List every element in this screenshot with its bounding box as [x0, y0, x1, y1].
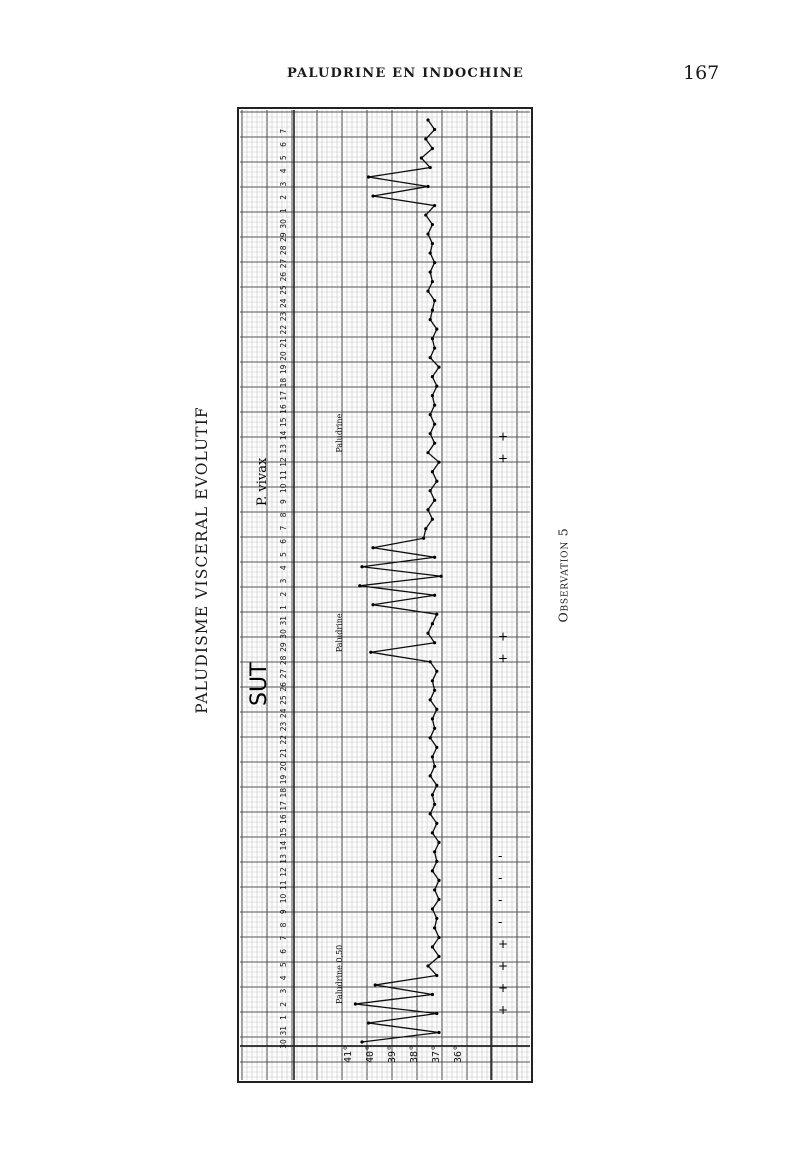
temperature-point	[433, 261, 436, 264]
date-tick-label: 27	[279, 668, 288, 679]
temperature-point	[420, 156, 423, 159]
date-tick-label: 16	[279, 814, 288, 824]
smear-result-mark: -	[498, 870, 503, 885]
temperature-tick-label: 37°	[431, 1044, 442, 1063]
date-tick-label: 2	[279, 1001, 288, 1007]
temperature-tick-label: 38°	[409, 1044, 420, 1063]
temperature-point	[435, 708, 438, 711]
date-tick-label: 1	[279, 208, 288, 213]
temperature-point	[437, 879, 440, 882]
date-tick-label: 14	[279, 430, 288, 441]
page-header	[0, 62, 800, 86]
date-tick-label: 6	[279, 538, 288, 544]
temperature-point	[429, 660, 432, 663]
date-tick-label: 5	[279, 552, 288, 557]
temperature-point	[433, 803, 436, 806]
temperature-point	[360, 565, 363, 568]
date-tick-label: 10	[279, 483, 288, 494]
temperature-point	[437, 366, 440, 369]
date-tick-label: 24	[279, 708, 288, 719]
temperature-point	[433, 404, 436, 407]
temperature-point	[435, 1012, 438, 1015]
date-tick-label: 22	[279, 734, 288, 745]
temperature-point	[433, 299, 436, 302]
date-tick-label: 1	[279, 1015, 288, 1020]
temperature-point	[431, 280, 434, 283]
date-tick-label: 4	[279, 565, 288, 571]
temperature-point	[431, 831, 434, 834]
temperature-point	[426, 632, 429, 635]
date-tick-label: 29	[279, 642, 288, 652]
temperature-point	[431, 869, 434, 872]
date-tick-label: 21	[279, 338, 288, 348]
smear-result-mark: +	[498, 958, 509, 973]
temperature-point	[433, 423, 436, 426]
date-tick-label: 8	[279, 512, 288, 518]
temperature-chart	[236, 106, 534, 1084]
date-tick-label: 5	[279, 155, 288, 161]
temperature-point	[429, 166, 432, 169]
temperature-point	[435, 613, 438, 616]
date-tick-label: 7	[279, 128, 288, 134]
smear-result-mark: -	[498, 914, 503, 929]
date-tick-label: 3	[279, 578, 288, 584]
temperature-point	[431, 793, 434, 796]
date-tick-label: 23	[279, 311, 288, 322]
temperature-tick-label: 41°	[343, 1044, 354, 1063]
smear-result-mark: -	[498, 848, 503, 863]
temperature-point	[433, 128, 436, 131]
temperature-point	[369, 651, 372, 654]
temperature-point	[431, 945, 434, 948]
temperature-point	[426, 508, 429, 511]
date-tick-label: 2	[279, 194, 288, 200]
temperature-point	[437, 955, 440, 958]
temperature-point	[433, 556, 436, 559]
temperature-point	[435, 385, 438, 388]
date-tick-label: 30	[279, 629, 288, 639]
date-tick-label: 25	[279, 695, 288, 705]
date-tick-label: 20	[279, 761, 288, 771]
date-tick-label: 8	[279, 922, 288, 928]
temperature-point	[431, 679, 434, 682]
date-tick-label: 13	[279, 854, 288, 864]
temperature-point	[431, 242, 434, 245]
temperature-point	[426, 451, 429, 454]
temperature-point	[371, 194, 374, 197]
date-tick-label: 17	[279, 801, 288, 811]
date-tick-label: 5	[279, 962, 288, 968]
date-tick-label: 12	[279, 867, 288, 877]
figure-caption: Observation 5	[555, 527, 571, 623]
running-head: PALUDRINE EN INDOCHINE	[287, 66, 524, 81]
temperature-point	[433, 641, 436, 644]
date-tick-label: 11	[279, 470, 288, 480]
date-tick-label: 17	[279, 391, 288, 401]
temperature-point	[360, 1040, 363, 1043]
temperature-point	[426, 118, 429, 121]
temperature-point	[433, 926, 436, 929]
temperature-point	[426, 232, 429, 235]
temperature-point	[367, 175, 370, 178]
figure-title: PALUDISME VISCERAL EVOLUTIF	[193, 406, 211, 714]
date-tick-label: 13	[279, 443, 288, 454]
annotation-label: Paludrine	[335, 613, 344, 653]
temperature-point	[431, 337, 434, 340]
date-tick-label: 19	[279, 364, 288, 375]
smear-result-mark: +	[498, 629, 509, 644]
date-tick-label: 29	[279, 232, 288, 242]
date-tick-label: 3	[279, 988, 288, 994]
page-number: 167	[683, 62, 720, 84]
smear-result-mark: +	[498, 980, 509, 995]
temperature-point	[431, 223, 434, 226]
temperature-point	[437, 461, 440, 464]
temperature-point	[437, 898, 440, 901]
temperature-point	[424, 527, 427, 530]
temperature-tick-label: 39°	[387, 1044, 398, 1063]
temperature-point	[371, 603, 374, 606]
date-tick-label: 14	[279, 840, 288, 851]
date-tick-label: 16	[279, 404, 288, 414]
temperature-point	[433, 850, 436, 853]
temperature-point	[424, 137, 427, 140]
temperature-point	[426, 964, 429, 967]
temperature-point	[433, 442, 436, 445]
date-tick-label: 12	[279, 457, 288, 467]
temperature-point	[367, 1021, 370, 1024]
date-tick-label: 19	[279, 774, 288, 785]
temperature-point	[422, 537, 425, 540]
temperature-point	[435, 480, 438, 483]
date-tick-label: 15	[279, 417, 288, 428]
date-tick-label: 25	[279, 285, 288, 295]
temperature-point	[437, 1031, 440, 1034]
date-tick-label: 10	[279, 893, 288, 904]
temperature-point	[354, 1002, 357, 1005]
temperature-tick-label: 36°	[453, 1044, 464, 1063]
date-tick-label: 7	[279, 525, 288, 531]
date-tick-label: 20	[279, 351, 288, 361]
temperature-point	[431, 309, 434, 312]
temperature-point	[431, 518, 434, 521]
temperature-point	[358, 584, 361, 587]
date-tick-label: 6	[279, 142, 288, 147]
date-tick-label: 6	[279, 949, 288, 954]
date-tick-label: 27	[279, 258, 288, 269]
temperature-point	[371, 546, 374, 549]
temperature-point	[433, 347, 436, 350]
temperature-point	[433, 594, 436, 597]
temperature-point	[433, 765, 436, 768]
date-tick-label: 18	[279, 377, 288, 388]
temperature-point	[431, 717, 434, 720]
date-tick-label: 15	[279, 827, 288, 838]
temperature-point	[440, 575, 443, 578]
temperature-point	[429, 774, 432, 777]
temperature-point	[431, 993, 434, 996]
temperature-point	[431, 375, 434, 378]
smear-result-mark: -	[498, 892, 503, 907]
temperature-point	[431, 394, 434, 397]
date-tick-label: 9	[279, 499, 288, 505]
smear-result-mark: +	[498, 651, 509, 666]
date-tick-label: 21	[279, 748, 288, 758]
annotation-label: Paludrine 0,50	[335, 944, 344, 1004]
smear-result-mark: +	[498, 451, 509, 466]
patient-name: SUT	[247, 662, 272, 706]
temperature-tick-label: 40°	[365, 1044, 376, 1063]
date-tick-label: 31	[279, 615, 288, 626]
temperature-point	[426, 185, 429, 188]
date-tick-label: 28	[279, 245, 288, 256]
parasite-name: P. vivax	[255, 457, 270, 506]
smear-result-mark: +	[498, 1002, 509, 1017]
date-tick-label: 28	[279, 655, 288, 666]
temperature-point	[429, 432, 432, 435]
date-tick-label: 26	[279, 271, 288, 282]
date-tick-label: 4	[279, 975, 288, 981]
annotation-label: Paludrine	[335, 413, 344, 453]
temperature-point	[374, 983, 377, 986]
chart-svg	[236, 106, 534, 1084]
temperature-point	[435, 746, 438, 749]
temperature-point	[424, 213, 427, 216]
temperature-point	[429, 251, 432, 254]
date-tick-label: 31	[279, 1025, 288, 1036]
temperature-point	[429, 318, 432, 321]
temperature-point	[435, 670, 438, 673]
temperature-point	[433, 204, 436, 207]
temperature-point	[431, 622, 434, 625]
date-tick-label: 30	[279, 1039, 288, 1049]
temperature-point	[435, 784, 438, 787]
temperature-point	[431, 470, 434, 473]
temperature-point	[435, 860, 438, 863]
temperature-point	[426, 289, 429, 292]
temperature-point	[429, 356, 432, 359]
temperature-point	[435, 917, 438, 920]
date-tick-label: 22	[279, 324, 288, 335]
temperature-point	[433, 499, 436, 502]
date-tick-label: 7	[279, 935, 288, 941]
date-tick-label: 24	[279, 298, 288, 308]
date-tick-label: 1	[279, 605, 288, 610]
date-tick-label: 30	[279, 219, 288, 229]
temperature-point	[429, 736, 432, 739]
temperature-point	[429, 812, 432, 815]
temperature-point	[435, 328, 438, 331]
temperature-point	[437, 841, 440, 844]
date-tick-label: 9	[279, 909, 288, 915]
temperature-point	[435, 822, 438, 825]
temperature-point	[429, 270, 432, 273]
temperature-point	[433, 689, 436, 692]
smear-result-mark: +	[498, 429, 509, 444]
temperature-point	[431, 755, 434, 758]
date-tick-label: 23	[279, 721, 288, 732]
date-tick-label: 3	[279, 181, 288, 187]
temperature-point	[431, 907, 434, 910]
date-tick-label: 4	[279, 168, 288, 174]
temperature-point	[435, 974, 438, 977]
temperature-point	[437, 936, 440, 939]
smear-result-mark: +	[498, 936, 509, 951]
date-tick-label: 2	[279, 591, 288, 597]
temperature-point	[431, 147, 434, 150]
date-tick-label: 11	[279, 880, 288, 891]
temperature-point	[429, 413, 432, 416]
temperature-point	[429, 489, 432, 492]
temperature-point	[429, 698, 432, 701]
date-tick-label: 18	[279, 787, 288, 798]
temperature-point	[433, 727, 436, 730]
temperature-point	[433, 888, 436, 891]
date-tick-label: 26	[279, 682, 288, 692]
